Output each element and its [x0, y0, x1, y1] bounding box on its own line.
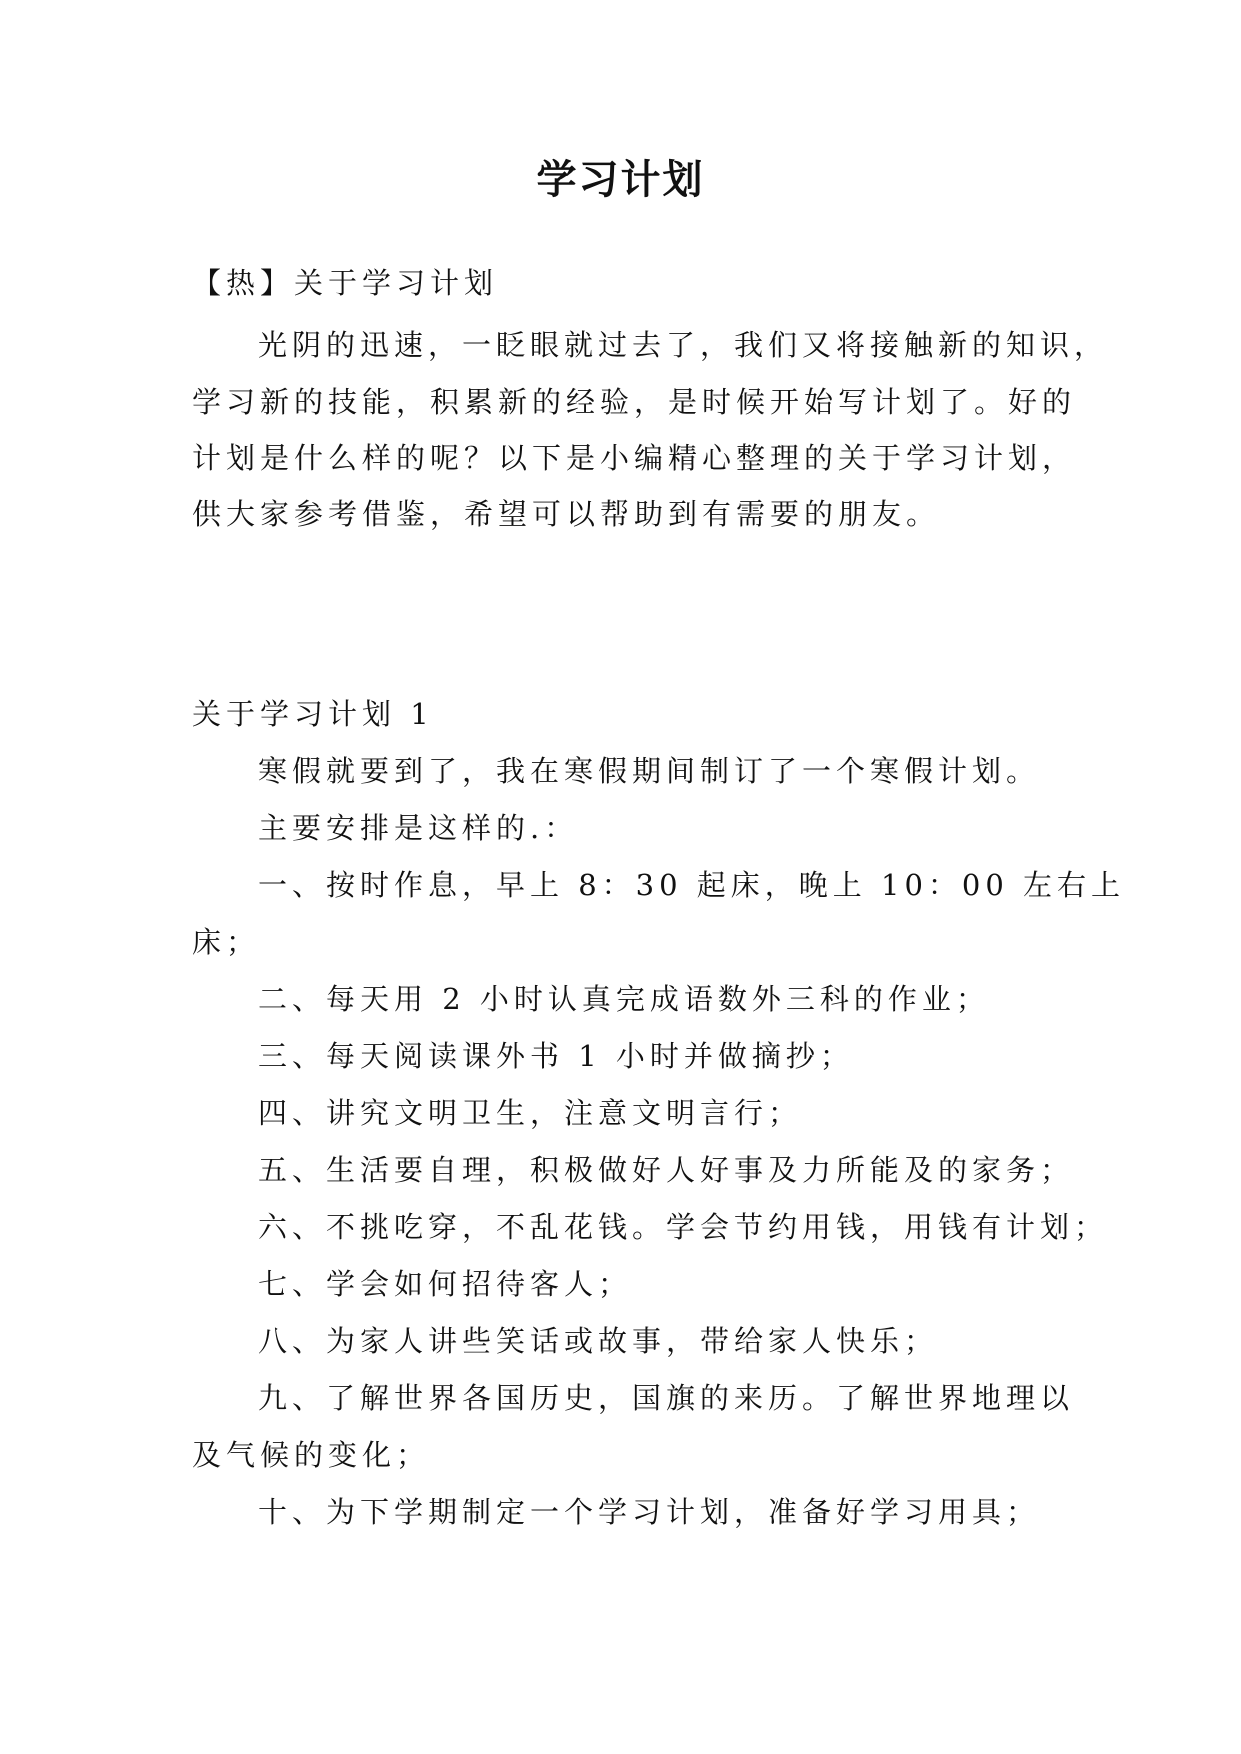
plan-line-1: 寒假就要到了，我在寒假期间制订了一个寒假计划。 [258, 754, 1041, 788]
plan-line-10: 七、学会如何招待客人； [258, 1267, 633, 1301]
intro-line-4: 供大家参考借鉴，希望可以帮助到有需要的朋友。 [192, 497, 941, 531]
intro-line-1: 光阴的迅速，一眨眼就过去了，我们又将接触新的知识， [258, 328, 1109, 362]
plan-line-14: 十、为下学期制定一个学习计划，准备好学习用具； [258, 1495, 1041, 1529]
intro-line-3: 计划是什么样的呢？以下是小编精心整理的关于学习计划， [192, 441, 1077, 475]
plan-line-8: 五、生活要自理，积极做好人好事及力所能及的家务； [258, 1153, 1075, 1187]
plan-line-4: 床； [192, 925, 261, 959]
plan-line-13: 及气候的变化； [192, 1438, 431, 1472]
plan-line-12: 九、了解世界各国历史，国旗的来历。了解世界地理以 [258, 1381, 1075, 1415]
plan-line-3: 一、按时作息，早上 8：30 起床，晚上 10：00 左右上 [258, 868, 1126, 902]
plan-line-7: 四、讲究文明卫生，注意文明言行； [258, 1096, 803, 1130]
section-title: 关于学习计划 1 [192, 697, 434, 731]
heading-line: 【热】关于学习计划 [192, 266, 499, 300]
document-title: 学习计划 [536, 157, 705, 203]
plan-line-9: 六、不挑吃穿，不乱花钱。学会节约用钱，用钱有计划； [258, 1210, 1109, 1244]
plan-line-11: 八、为家人讲些笑话或故事，带给家人快乐； [258, 1324, 939, 1358]
plan-line-5: 二、每天用 2 小时认真完成语数外三科的作业； [258, 982, 990, 1016]
plan-line-2: 主要安排是这样的.： [258, 811, 579, 845]
intro-line-2: 学习新的技能，积累新的经验，是时候开始写计划了。好的 [192, 385, 1077, 419]
plan-line-6: 三、每天阅读课外书 1 小时并做摘抄； [258, 1039, 854, 1073]
